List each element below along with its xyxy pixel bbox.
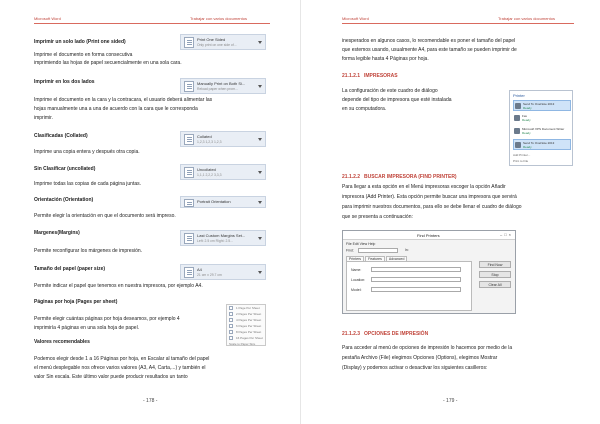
- location-field[interactable]: Location:: [351, 278, 365, 282]
- menu-item[interactable]: 6 Pages Per Sheet: [229, 324, 264, 329]
- section-heading-print-options: 21.1.2.3 OPCIONES DE IMPRESIÓN: [342, 331, 429, 337]
- find-row[interactable]: Find: In:: [346, 248, 409, 253]
- tab-features[interactable]: Features: [365, 256, 385, 261]
- menu-item[interactable]: 1 Page Per Sheet: [229, 306, 264, 311]
- paragraph: forma legible hasta 4 Páginas por hoja.: [342, 56, 429, 62]
- menu-item[interactable]: Scale to Paper Size: [229, 342, 256, 346]
- header-title: Trabajar con varios documentos: [190, 16, 247, 21]
- one-sided-option[interactable]: [180, 34, 266, 50]
- right-page: [300, 0, 600, 424]
- dropdown-arrow-icon: [258, 237, 262, 240]
- paragraph: que estemos usando, usualmente A4, para este tamaño se pueden imprimir de: [342, 47, 517, 53]
- page-icon: [184, 37, 194, 48]
- margins-option[interactable]: [180, 230, 266, 246]
- paragraph: depende del tipo de impresora que esté instalada: [342, 97, 452, 103]
- printer-item[interactable]: Microsoft XPS Document Writer Ready: [513, 126, 571, 137]
- pages-icon: [229, 336, 233, 340]
- paragraph: Imprime el documento en forma consecutiva: [34, 52, 133, 58]
- dialog-titlebar: [343, 231, 515, 240]
- paper-size-option[interactable]: [180, 264, 266, 280]
- page-icon: [184, 267, 194, 278]
- dropdown-arrow-icon: [258, 41, 262, 44]
- paragraph: imprimiendo las hojas de papel secuencialmente en una sola cara.: [34, 60, 182, 66]
- paragraph: en su computadora.: [342, 106, 387, 112]
- paragraph: Permite reconfigurar los márgenes de impresión.: [34, 248, 143, 254]
- pages-icon: [229, 312, 233, 316]
- find-select[interactable]: [358, 248, 398, 253]
- option-label: Uncollated: [197, 167, 216, 172]
- paragraph: Permite elegir la orientación en que el documento será impreso.: [34, 213, 176, 219]
- printer-icon: [514, 128, 520, 134]
- option-sublabel: 21 cm x 29.7 cm: [197, 273, 222, 277]
- header-brand: Microsoft Word: [34, 16, 61, 21]
- page-number: - 178 -: [143, 398, 158, 404]
- printer-item[interactable]: Fax Ready: [513, 113, 571, 124]
- paragraph: Imprime una copia entera y después otra copia.: [34, 149, 140, 155]
- stop-button[interactable]: Stop: [479, 271, 511, 278]
- paragraph: para imprimir nuestros documentos, para ello se debe llenar el cuadro de diálogo: [342, 204, 522, 210]
- fax-icon: [514, 115, 520, 121]
- both-sides-option[interactable]: [180, 78, 266, 94]
- paragraph: imprimiría 4 páginas en una sola hoja de papel.: [34, 325, 140, 331]
- paragraph: imprimir.: [34, 115, 53, 121]
- pages-icon: [229, 330, 233, 334]
- paragraph: hojas manualmente una a una de acuerdo con la cara que le corresponda: [34, 106, 198, 112]
- paragraph: Para llegar a esta opción en el Menú impresoras escoger la opción Añadir: [342, 184, 506, 190]
- pages-per-sheet-menu[interactable]: [226, 304, 266, 346]
- dialog-panel: [346, 261, 472, 311]
- dropdown-arrow-icon: [258, 171, 262, 174]
- header-rule: [34, 23, 270, 24]
- clear-all-button[interactable]: Clear All: [479, 281, 511, 288]
- window-controls-icon[interactable]: –□×: [500, 232, 513, 237]
- paragraph: Permite indicar el papel que tenemos en nuestra impresora, por ejemplo A4.: [34, 283, 203, 289]
- dialog-title: Find Printers: [417, 233, 440, 238]
- pages-icon: [229, 306, 233, 310]
- dropdown-arrow-icon: [258, 271, 262, 274]
- paragraph: Podemos elegir desde 1 a 16 Páginas por hoja, en Escalar al tamaño del papel: [34, 356, 210, 362]
- paragraph: (Display) y podemos activar o desactivar los siguientes casilleros:: [342, 365, 488, 371]
- page-icon: [184, 81, 194, 92]
- paragraph: Imprime el documento en la cara y la contracara, el usuario deberá alimentar las: [34, 97, 213, 103]
- paragraph: el menú desplegable nos ofrece varios valores (A3, A4, Carta,...) y también el: [34, 365, 206, 371]
- dropdown-arrow-icon: [258, 85, 262, 88]
- section-heading-printers: 21.1.2.1 IMPRESORAS: [342, 73, 398, 79]
- add-printer-link[interactable]: Add Printer...: [513, 153, 531, 157]
- dropdown-arrow-icon: [258, 201, 262, 204]
- location-input[interactable]: [371, 277, 461, 282]
- paragraph: que se presenta a continuación:: [342, 214, 413, 220]
- heading-uncollated: Sin Clasificar (uncollated): [34, 166, 96, 172]
- pages-icon: [229, 324, 233, 328]
- print-to-file-option[interactable]: Print to File: [513, 159, 529, 163]
- page-number: - 179 -: [443, 398, 458, 404]
- heading-orientation: Orientación (Orientation): [34, 197, 94, 203]
- printer-list[interactable]: [509, 90, 573, 166]
- menu-item[interactable]: 8 Pages Per Sheet: [229, 330, 264, 335]
- option-sublabel: 1,1,1 2,2,2 3,3,3: [197, 173, 222, 177]
- option-sublabel: Only print on one side of...: [197, 43, 237, 47]
- tab-printers[interactable]: Printers: [346, 256, 364, 261]
- heading-print-one-sided: Imprimir un solo lado (Print one sided): [34, 39, 126, 45]
- header-brand: Microsoft Word: [342, 16, 369, 21]
- find-now-button[interactable]: Find Now: [479, 261, 511, 268]
- option-label: Portrait Orientation: [197, 199, 231, 204]
- paragraph: Permite elegir cuántas páginas por hoja deseamos, por ejemplo 4: [34, 316, 180, 322]
- header-rule: [342, 23, 574, 24]
- option-label: Manually Print on Both Si...: [197, 81, 246, 86]
- paragraph: impresora (Add Printer). Esta opción permite buscar una impresora que servirá: [342, 194, 517, 200]
- page-icon: [184, 134, 194, 145]
- heading-pages-per-sheet: Páginas por hoja (Pages per sheet): [34, 299, 118, 305]
- menu-item[interactable]: 2 Pages Per Sheet: [229, 312, 264, 317]
- name-field[interactable]: Name:: [351, 268, 361, 272]
- model-field[interactable]: Model:: [351, 288, 362, 292]
- tab-advanced[interactable]: Advanced: [386, 256, 408, 261]
- printer-icon: [515, 103, 521, 109]
- paragraph: La configuración de este cuadro de diálogo: [342, 88, 438, 94]
- option-sublabel: Reload paper when prom...: [197, 87, 238, 91]
- heading-recommended-values: Valores recomendables: [34, 339, 90, 345]
- option-label: Print One Sided: [197, 37, 226, 42]
- option-sublabel: Left: 2.5 cm Right: 2.5...: [197, 239, 233, 243]
- model-input[interactable]: [371, 287, 461, 292]
- pages-icon: [229, 318, 233, 322]
- find-printers-dialog: [342, 230, 516, 314]
- collated-option[interactable]: [180, 131, 266, 147]
- heading-margins: Margenes(Margins): [34, 230, 80, 236]
- section-heading-find-printer: 21.1.2.2 BUSCAR IMPRESORA (FIND PRINTER): [342, 174, 457, 180]
- header-title: Trabajar con varios documentos: [498, 16, 555, 21]
- printer-icon: [515, 142, 521, 148]
- page-icon: [184, 199, 194, 207]
- paragraph: Imprime todas las copias de cada página juntas.: [34, 181, 142, 187]
- option-label: Collated: [197, 134, 212, 139]
- option-label: Last Custom Margins Set...: [197, 233, 246, 238]
- heading-paper-size: Tamaño del papel (paper size): [34, 266, 106, 272]
- menu-item[interactable]: 16 Pages Per Sheet: [229, 336, 264, 341]
- heading-print-both-sides: Imprimir en los dos lados: [34, 79, 95, 85]
- printer-item[interactable]: Send To OneNote 2013 Ready: [513, 100, 571, 111]
- dialog-menubar[interactable]: File Edit View Help: [346, 242, 376, 246]
- orientation-option[interactable]: [180, 196, 266, 208]
- option-sublabel: 1,2,3 1,2,3 1,2,3: [197, 140, 222, 144]
- heading-collated: Clasificadas (Collated): [34, 133, 88, 139]
- page-icon: [184, 233, 194, 244]
- paragraph: inesperados en algunos casos, lo recomendable es poner el tamaño del papel: [342, 38, 516, 44]
- option-label: A4: [197, 267, 202, 272]
- printer-item[interactable]: Send To OneNote 2013 Ready: [513, 139, 571, 150]
- page-icon: [184, 167, 194, 178]
- menu-item[interactable]: 4 Pages Per Sheet: [229, 318, 264, 323]
- dropdown-arrow-icon: [258, 138, 262, 141]
- uncollated-option[interactable]: [180, 164, 266, 180]
- paragraph: Para acceder al menú de opciones de impresión lo hacemos por medio de la: [342, 345, 513, 351]
- paragraph: pestaña Archivo (File) elegimos Opciones (Options), elegimos Mostrar: [342, 355, 498, 361]
- name-input[interactable]: [371, 267, 461, 272]
- paragraph: valor Sin escala. Este último valor puede producir resultados un tanto: [34, 374, 188, 380]
- printer-heading: Printer: [513, 93, 525, 98]
